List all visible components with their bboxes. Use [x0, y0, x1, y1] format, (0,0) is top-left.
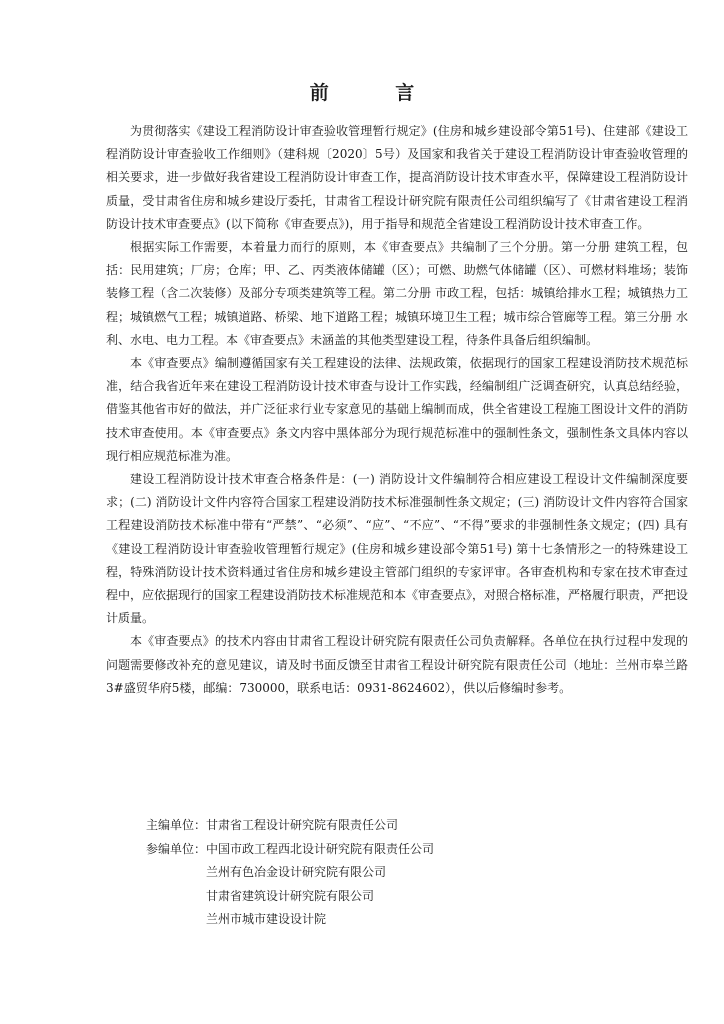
paragraph-purpose: 为贯彻落实《建设工程消防设计审查验收管理暂行规定》(住房和城乡建设部令第51号)、住建部《建设工程消防设计审查验收工作细则》（建科规〔2020〕5号）及国家和我省关于建设工程消防设计审查验收管理的相关要求，进一步做好我省建设工程消防设计审查工作，提高消防设计技术审查水平，保障建设工程消防设计质量，受甘肃省住房和城乡建设厅委托，甘肃省工程设计研究院有限责任公司组织编写了《甘肃省建设工程消防设计技术审查要点》(以下简称《审查要点》)，用于指导和规范全省建设工程消防设计技术审查工作。 — [106, 124, 688, 231]
paragraph-volumes: 根据实际工作需要，本着量力而行的原则，本《审查要点》共编制了三个分册。第一分册 建筑工程，包括：民用建筑；厂房；仓库；甲、乙、丙类液体储罐（区）；可燃、助燃气体储罐（区）、可燃材料堆场；装饰装修工程（含二次装修）及部分专项类建筑等工程。第二分册 市政工程，包括：城镇给排水工程；城镇热力工程；城镇燃气工程；城镇道路、桥梁、地下道路工程；城镇环境卫生工程；城市综合管廊等工程。第三分册 水利、水电、电力工程。本《审查要点》未涵盖的其他类型建设工程，待条件具备后组织编制。 — [106, 240, 688, 347]
page-title: 前 言 — [309, 82, 445, 104]
paragraph-criteria: 建设工程消防设计技术审查合格条件是：(一) 消防设计文件编制符合相应建设工程设计文件编制深度要求；(二) 消防设计文件内容符合国家工程建设消防技术标准强制性条文规定；(三) 消防设计文件内容符合国家工程建设消防技术标准中带有“严禁”、“必须”、“应”、“不应”、“不得”要求的非强制性条文规定；(四) 具有《建设工程消防设计审查验收管理暂行规定》(住房和城乡建设部令第51号) 第十七条情形之一的特殊建设工程，特殊消防设计技术资料通过省住房和城乡建设主管部门组织的专家评审。各审查机构和专家在技术审查过程中，应依据现行的国家工程建设消防技术标准规范和本《审查要点》，对照合格标准，严格履行职责，严把设计质量。 — [106, 472, 689, 626]
preface-body — [106, 120, 688, 700]
paragraph-basis: 本《审查要点》编制遵循国家有关工程建设的法律、法规政策，依据现行的国家工程建设消防技术规范标准，结合我省近年来在建设工程消防设计技术审查与设计工作实践，经编制组广泛调查研究，认真总结经验，借鉴其他省市好的做法，并广泛征求行业专家意见的基础上编制而成，供全省建设工程施工图设计文件的消防技术审查使用。本《审查要点》条文内容中黑体部分为现行规范标准中的强制性条文，强制性条文具体内容以现行相应规范标准为准。 — [106, 356, 688, 463]
participating-unit-row — [146, 861, 666, 885]
paragraph-interpretation: 本《审查要点》的技术内容由甘肃省工程设计研究院有限责任公司负责解释。各单位在执行过程中发现的问题需要修改补充的意见建议，请及时书面反馈至甘肃省工程设计研究院有限责任公司（地址：兰州市皋兰路3#盛贸华府5楼，邮编：730000，联系电话：0931-8624602），供以后修编时参考。 — [106, 634, 688, 695]
participating-unit-row — [146, 908, 666, 932]
participating-unit-row — [146, 838, 666, 862]
participating-unit-name: 甘肃省建筑设计研究院有限公司 — [206, 888, 375, 903]
participating-unit-row — [146, 885, 666, 909]
editing-units — [146, 814, 666, 932]
chief-unit-name: 甘肃省工程设计研究院有限责任公司 — [206, 818, 399, 832]
chief-unit-row — [146, 814, 666, 838]
participating-unit-name: 兰州有色冶金设计研究院有限公司 — [206, 865, 387, 879]
participating-unit-name: 兰州市城市建设设计院 — [206, 912, 327, 926]
participating-unit-label: 参编单位： — [146, 841, 207, 856]
chief-unit-label: 主编单位： — [146, 818, 207, 832]
participating-unit-name: 中国市政工程西北设计研究院有限责任公司 — [206, 841, 435, 856]
